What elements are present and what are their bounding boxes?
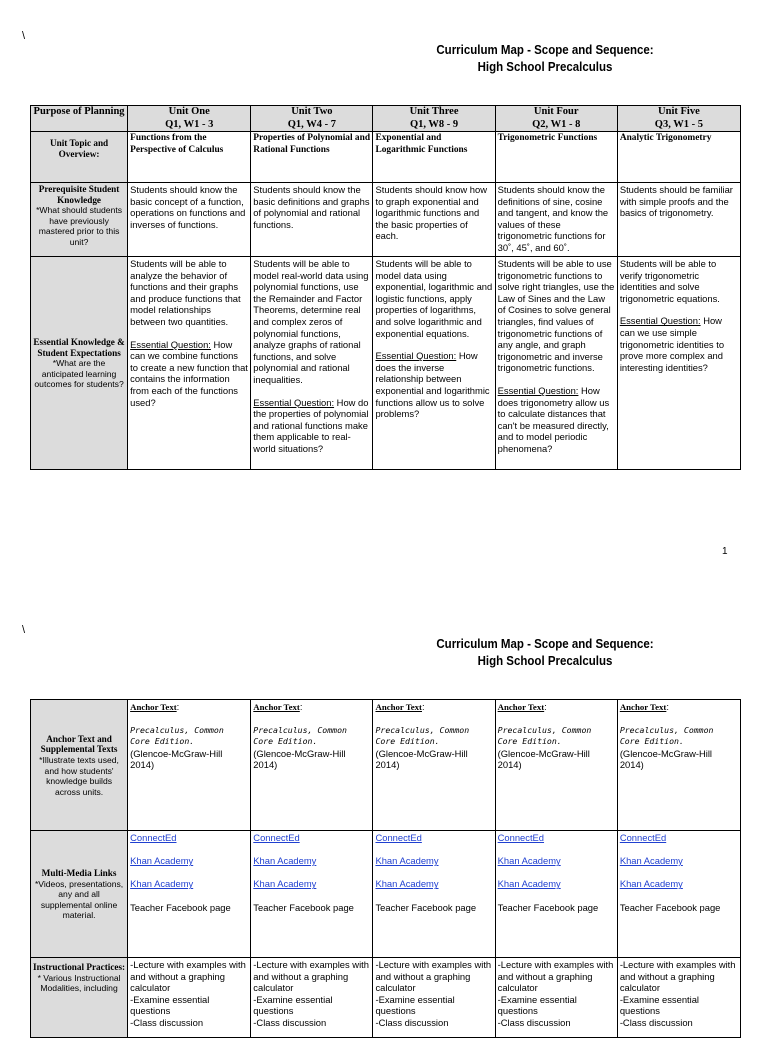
connected-link[interactable]: ConnectEd xyxy=(130,832,177,843)
media-cell xyxy=(251,831,373,958)
topic-cell: Properties of Polynomial and Rational Functions xyxy=(251,132,373,183)
khan-academy-link[interactable]: Khan Academy xyxy=(253,878,317,890)
essential-cell: Students will be able to analyze the behavior of functions and their graphs and produce functions that model relationships between two quantities. Essential Question: How can we combine functions to create a new function that contains the information from each of the functions used? xyxy=(128,257,251,470)
connected-link[interactable]: ConnectEd xyxy=(375,832,422,843)
connected-link[interactable]: ConnectEd xyxy=(497,832,545,843)
essential-cell: Students will be able to use trigonometric functions to solve right triangles, use the Law of Sines and the Law of Cosines to solve general triangles, find values of trigonometric functions of any angle, and graph trigonometric and inverse trigonometric functions. Essential Question: How does trigonometry allow us to calculate distances that can't be measured directly, and to model periodic phenomena? xyxy=(495,257,617,470)
instructional-row-header: Instructional Practices: * Various Instructional Modalities, including xyxy=(31,958,128,1038)
page-title xyxy=(361,636,729,670)
prereq-cell: Students should know the basic definitions and graphs of polynomial and rational functions. xyxy=(251,183,373,257)
anchor-cell: Anchor Text: Precalculus, Common Core Edition. (Glencoe-McGraw-Hill 2014) xyxy=(495,700,617,831)
media-row xyxy=(31,831,741,958)
header-row xyxy=(31,106,741,132)
khan-academy-link[interactable]: Khan Academy xyxy=(130,878,194,890)
instructional-row xyxy=(31,958,741,1038)
page-title xyxy=(361,42,729,76)
prereq-cell: Students should be familiar with simple proofs and the basics of trigonometry. xyxy=(617,183,740,257)
media-cell xyxy=(617,831,740,958)
media-row-header: Multi-Media Links *Videos, presentations, any and all supplemental online material. xyxy=(31,831,128,958)
unit-three-header: Unit Three Q1, W8 - 9 xyxy=(373,106,495,132)
title-line-1: Curriculum Map - Scope and Sequence: xyxy=(436,637,654,651)
unit-four-header: Unit Four Q2, W1 - 8 xyxy=(495,106,617,132)
essential-cell: Students will be able to model data using exponential, logarithmic and logistic functions, apply properties of logarithms, and solve logarithmic and exponential equations. Essential Question: How does the inverse relationship between exponential and logarithmic functions allow us to solve problems? xyxy=(373,257,495,470)
instructional-cell: -Lecture with examples with and without a graphing calculator -Examine essential questions -Class discussion xyxy=(617,958,740,1038)
connected-link[interactable]: ConnectEd xyxy=(619,832,667,843)
corner-mark: \ xyxy=(22,624,26,636)
topic-cell: Trigonometric Functions xyxy=(495,132,617,183)
topic-cell: Exponential and Logarithmic Functions xyxy=(373,132,495,183)
khan-academy-link[interactable]: Khan Academy xyxy=(497,878,561,890)
instructional-cell: -Lecture with examples with and without a graphing calculator -Examine essential questions -Class discussion xyxy=(128,958,251,1038)
anchor-cell: Anchor Text: Precalculus, Common Core Edition. (Glencoe-McGraw-Hill 2014) xyxy=(128,700,251,831)
prereq-cell: Students should know the basic concept of a function, operations on functions and inverses of functions. xyxy=(128,183,251,257)
anchor-cell: Anchor Text: Precalculus, Common Core Edition. (Glencoe-McGraw-Hill 2014) xyxy=(251,700,373,831)
page-number: 1 xyxy=(722,546,728,557)
corner-mark: \ xyxy=(22,30,26,42)
anchor-cell: Anchor Text: Precalculus, Common Core Edition. (Glencoe-McGraw-Hill 2014) xyxy=(373,700,495,831)
unit-five-header: Unit Five Q3, W1 - 5 xyxy=(617,106,740,132)
khan-academy-link[interactable]: Khan Academy xyxy=(619,855,683,867)
essential-row xyxy=(31,257,741,470)
title-line-2: High School Precalculus xyxy=(477,654,613,668)
topic-row xyxy=(31,132,741,183)
curriculum-table-page-1 xyxy=(30,105,741,470)
instructional-cell: -Lecture with examples with and without a graphing calculator -Examine essential questions -Class discussion xyxy=(373,958,495,1038)
facebook-page-text: Teacher Facebook page xyxy=(619,901,721,913)
facebook-page-text: Teacher Facebook page xyxy=(253,901,354,913)
essential-row-header: Essential Knowledge & Student Expectations *What are the anticipated learning outcomes for students? xyxy=(31,257,128,470)
anchor-cell: Anchor Text: Precalculus, Common Core Edition. (Glencoe-McGraw-Hill 2014) xyxy=(617,700,740,831)
prereq-cell: Students should know how to graph exponential and logarithmic functions and the basic properties of each. xyxy=(373,183,495,257)
topic-cell: Analytic Trigonometry xyxy=(617,132,740,183)
title-line-2: High School Precalculus xyxy=(477,60,613,74)
topic-cell: Functions from the Perspective of Calculus xyxy=(128,132,251,183)
khan-academy-link[interactable]: Khan Academy xyxy=(375,855,439,867)
topic-row-header: Unit Topic and Overview: xyxy=(31,132,128,183)
facebook-page-text: Teacher Facebook page xyxy=(375,901,477,913)
facebook-page-text: Teacher Facebook page xyxy=(130,901,231,913)
essential-cell: Students will be able to model real-world data using polynomial functions, use the Remainder and Factor Theorems, determine real and complex zeros of polynomial functions, analyze graphs of rational functions, and solve polynomial and rational inequalities. Essential Question: How do the properties of polynomial and rational functions make them applicable to real-world situations? xyxy=(251,257,373,470)
essential-cell: Students will be able to verify trigonometric identities and solve trigonometric equations. Essential Question: How can we use simple trigonometric identities to prove more complex and interesting identities? xyxy=(617,257,740,470)
media-cell xyxy=(128,831,251,958)
unit-two-header: Unit Two Q1, W4 - 7 xyxy=(251,106,373,132)
anchor-row xyxy=(31,700,741,831)
khan-academy-link[interactable]: Khan Academy xyxy=(619,878,683,890)
facebook-page-text: Teacher Facebook page xyxy=(497,901,599,913)
curriculum-table-page-2 xyxy=(30,699,741,1038)
khan-academy-link[interactable]: Khan Academy xyxy=(253,855,317,867)
prereq-cell: Students should know the definitions of sine, cosine and tangent, and know the values of these trigonometric functions for 30˚, 45˚, and 60˚. xyxy=(495,183,617,257)
khan-academy-link[interactable]: Khan Academy xyxy=(497,855,561,867)
instructional-cell: -Lecture with examples with and without a graphing calculator -Examine essential questions -Class discussion xyxy=(251,958,373,1038)
unit-one-header: Unit One Q1, W1 - 3 xyxy=(128,106,251,132)
prereq-row-header: Prerequisite Student Knowledge *What should students have previously mastered prior to this unit? xyxy=(31,183,128,257)
prereq-row xyxy=(31,183,741,257)
title-line-1: Curriculum Map - Scope and Sequence: xyxy=(436,43,654,57)
purpose-header: Purpose of Planning xyxy=(31,106,128,132)
instructional-cell: -Lecture with examples with and without a graphing calculator -Examine essential questions -Class discussion xyxy=(495,958,617,1038)
khan-academy-link[interactable]: Khan Academy xyxy=(130,855,194,867)
anchor-row-header: Anchor Text and Supplemental Texts *Illustrate texts used, and how students' knowledge builds across units. xyxy=(31,700,128,831)
media-cell xyxy=(373,831,495,958)
connected-link[interactable]: ConnectEd xyxy=(253,832,300,843)
khan-academy-link[interactable]: Khan Academy xyxy=(375,878,439,890)
media-cell xyxy=(495,831,617,958)
